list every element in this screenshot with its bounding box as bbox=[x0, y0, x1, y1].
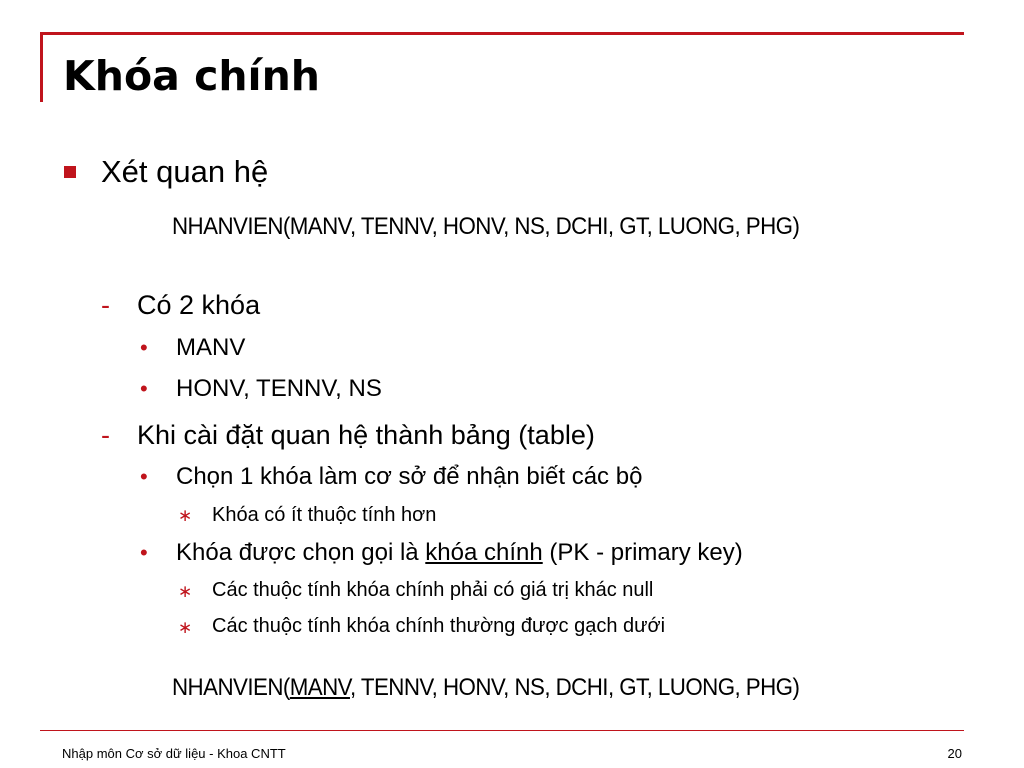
bullet-xet-quan-he: Xét quan hệ bbox=[101, 154, 269, 189]
dot-bullet-icon: • bbox=[140, 376, 148, 401]
slide-title: Khóa chính bbox=[63, 52, 320, 100]
dash-bullet-icon: - bbox=[101, 290, 110, 320]
title-frame-top-line bbox=[40, 32, 964, 35]
square-bullet-icon bbox=[64, 166, 76, 178]
footer-divider bbox=[40, 730, 964, 731]
relation-schema: NHANVIEN(MANV, TENNV, HONV, NS, DCHI, GT, LUONG, PHG) bbox=[172, 213, 800, 240]
dash-bullet-icon: - bbox=[101, 420, 110, 450]
section-cai-dat: Khi cài đặt quan hệ thành bảng (table) bbox=[137, 420, 595, 450]
relation-suffix: , TENNV, HONV, NS, DCHI, GT, LUONG, PHG) bbox=[349, 674, 800, 701]
khoa-chinh-definition bbox=[176, 538, 743, 568]
definition-prefix: Khóa được chọn gọi là bbox=[176, 539, 426, 566]
title-frame-left-line bbox=[40, 32, 43, 102]
primary-key-attribute: MANV bbox=[289, 674, 350, 701]
dot-bullet-icon: • bbox=[140, 540, 148, 565]
underlined-item: Các thuộc tính khóa chính thường được gạch dưới bbox=[212, 615, 666, 637]
khoa-chinh-term: khóa chính bbox=[425, 539, 543, 566]
star-bullet-icon: ∗ bbox=[178, 618, 193, 637]
chon-khoa-item: Chọn 1 khóa làm cơ sở để nhận biết các bộ bbox=[176, 463, 643, 490]
footer-page-number: 20 bbox=[947, 746, 962, 761]
star-bullet-icon: ∗ bbox=[178, 582, 193, 601]
relation-prefix: NHANVIEN( bbox=[172, 674, 290, 701]
dot-bullet-icon: • bbox=[140, 464, 148, 489]
footer-course-name: Nhập môn Cơ sở dữ liệu - Khoa CNTT bbox=[62, 746, 286, 761]
relation-schema-with-key bbox=[172, 673, 799, 703]
key-item-1: MANV bbox=[176, 334, 246, 361]
key-item-2: HONV, TENNV, NS bbox=[176, 375, 382, 402]
dot-bullet-icon: • bbox=[140, 335, 148, 360]
definition-suffix: (PK - primary key) bbox=[542, 539, 743, 566]
star-bullet-icon: ∗ bbox=[178, 506, 193, 525]
section-co-2-khoa: Có 2 khóa bbox=[137, 290, 261, 320]
khoa-it-thuoc-tinh-item: Khóa có ít thuộc tính hơn bbox=[212, 504, 437, 526]
not-null-item: Các thuộc tính khóa chính phải có giá trị khác null bbox=[212, 579, 654, 601]
